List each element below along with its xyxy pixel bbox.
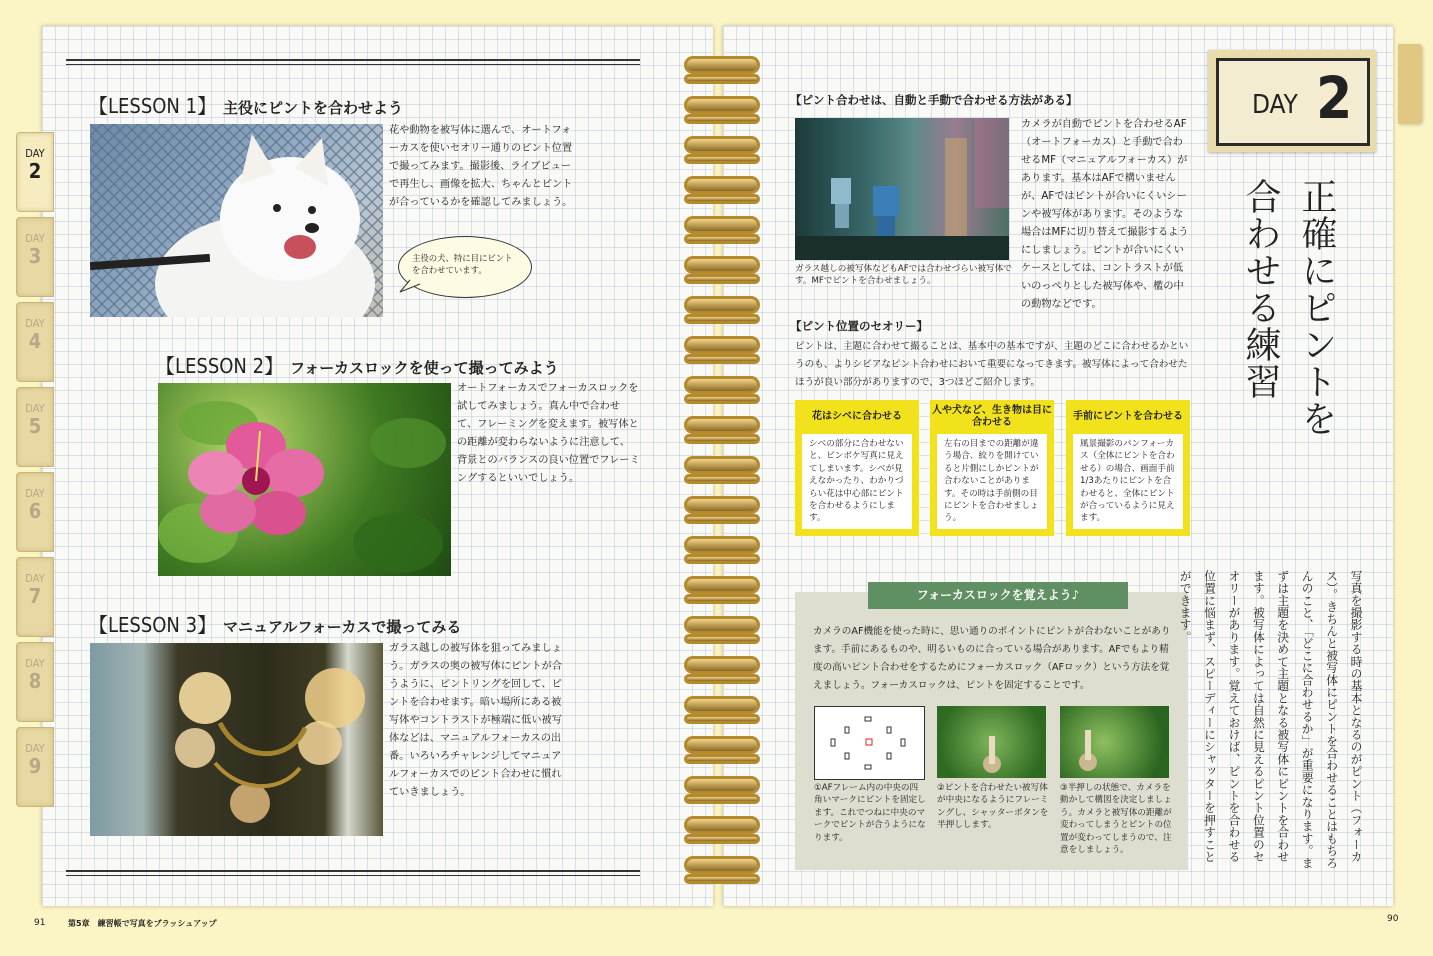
tab-number: 9 <box>28 754 42 778</box>
tab-number: 4 <box>28 329 42 353</box>
focus-lock-body: カメラのAF機能を使った時に、思い通りのポイントにピントが合わないことがあります。手前にあるものや、明るいものに合っている場合があります。AFでもより精度の高いピント合わせをするためにフォーカスロック（AFロック）という方法を覚えましょう。フォーカスロックは、ピントを固定することです。 <box>813 626 1171 691</box>
tip-foreground-body: 風景撮影のパンフォーカス（全体にピントを合わせる）の場合、画面手前1/3あたりにピントを合わせると、全体にピントが合っているように見えます。 <box>1073 434 1183 529</box>
spiral-ring <box>684 576 760 594</box>
hibiscus-illustration <box>158 383 451 576</box>
spiral-ring <box>684 194 760 204</box>
spiral-ring <box>684 416 760 434</box>
bubble-tail <box>398 278 428 294</box>
spiral-ring <box>684 394 760 404</box>
tab-day-6[interactable] <box>16 472 54 552</box>
focus-lock-title: フォーカスロックを覚えよう♪ <box>868 582 1128 609</box>
right-page-number: 90 <box>1387 914 1399 924</box>
spiral-ring <box>684 594 760 604</box>
tab-number: 2 <box>28 159 42 183</box>
spiral-ring <box>684 834 760 844</box>
top-rule <box>66 59 640 61</box>
lesson1-title: 主役にピントを合わせよう <box>223 99 404 117</box>
chandelier-photo <box>90 643 383 836</box>
section1-heading: 【ピント合わせは、自動と手動で合わせる方法がある】 <box>790 93 1078 107</box>
spiral-ring <box>684 56 760 74</box>
section2-body: ピントは、主題に合わせて撮ることは、基本中の基本ですが、主題のどこに合わせるかというのも、よりシビアなピント合わせにおいて重要になってきます。被写体によって合わせたほうが良い部分がありますので、3つほどご紹介します。 <box>795 341 1189 388</box>
section1-body: カメラが自動でピントを合わせるAF（オートフォーカス）と手動で合わせるMF（マニュアルフォーカス）があります。基本はAFで構いませんが、AFではピントが合いにくいシーンや被写体があります。そのような場合はMFに切り替えて撮影するようにしましょう。ピントが合いにくいケースとしては、コントラストが低いのっぺりとした被写体や、檻の中の動物などです。 <box>1021 119 1189 310</box>
right-edge-tab <box>1398 44 1422 124</box>
tip-foreground-title: 手前にピントを合わせる <box>1073 411 1183 422</box>
section1-caption: ガラス越しの被写体などもAFでは合わせづらい被写体です。MFでピントを合わせましょう。 <box>795 264 1012 287</box>
spiral-ring <box>684 816 760 834</box>
spiral-ring <box>684 754 760 764</box>
tab-number: 5 <box>28 414 42 438</box>
lesson3-heading: 【LESSON 3】 マニュアルフォーカスで撮ってみる <box>88 613 462 637</box>
spiral-ring <box>684 456 760 474</box>
spiral-ring <box>684 634 760 644</box>
chapter-label: 第5章 練習帳で写真をブラッシュアップ <box>68 919 217 928</box>
chandelier-illustration <box>90 643 383 836</box>
spiral-ring <box>684 74 760 84</box>
main-title-col2: 合わせる練習 <box>1240 178 1281 400</box>
spiral-ring <box>684 354 760 364</box>
lesson2-body: オートフォーカスでフォーカスロックを試してみましょう。真ん中で合わせて、フレーミングを変えます。被写体との距離が変わらないように注意して、背景とのバランスの良い位置でフレーミングするといいでしょう。 <box>457 383 640 484</box>
spiral-ring <box>684 514 760 524</box>
snail-1-illustration <box>937 706 1046 778</box>
tab-day-5[interactable] <box>16 387 54 467</box>
tip-flower-body: シベの部分に合わせないと、ピンボケ写真に見えてしまいます。シベが見えなかったり、わかりづらい花は中心部にピントを合わせるようにします。 <box>802 434 912 529</box>
spiral-ring <box>684 376 760 394</box>
spiral-ring <box>684 856 760 874</box>
spiral-ring <box>684 776 760 794</box>
tab-label: DAY <box>25 572 45 585</box>
intro-text: 写真を撮影する時の基本となるのがピント（フォーカス）。きちんと被写体にピントを合わせることはもちろんのこと、「どこに合わせるか」が重要になります。まずは主題を決めて主題となる被写体にピントを合わせます。被写体によっては自然に見えるピント位置のセオリーがあります。覚えておけば、ピントを合わせる位置に悩まず、スピーディーにシャッターを押すことができます。 <box>1178 570 1363 870</box>
tip-eyes-title: 人や犬など、生き物は目に合わせる <box>932 405 1052 428</box>
tab-number: 8 <box>28 669 42 693</box>
spiral-ring <box>684 96 760 114</box>
bottom-rule <box>66 870 640 872</box>
tab-day-9[interactable] <box>16 727 54 807</box>
spiral-ring <box>684 314 760 324</box>
tip-box-eyes <box>930 400 1054 536</box>
spiral-ring <box>684 114 760 124</box>
step-3-caption: ③半押しの状態で、カメラを動かして構図を決定しましょう。カメラと被写体の距離が変わってしまうとピントの位置が変わってしまうので、注意をしましょう。 <box>1060 783 1172 856</box>
spiral-ring <box>684 736 760 754</box>
section2-heading: 【ピント位置のセオリー】 <box>790 319 928 333</box>
spiral-ring <box>684 554 760 564</box>
tab-day-3[interactable] <box>16 217 54 297</box>
tab-day-8[interactable] <box>16 642 54 722</box>
spiral-ring <box>684 154 760 164</box>
lesson3-body: ガラス越しの被写体を狙ってみましょう。ガラスの奥の被写体にピントが合うように、ピントリングを回して、ピントを合わせます。暗い場所にある被写体やコントラストが極端に低い被写体などは、マニュアルフォーカスの出番。いろいろチャレンジしてマニュアルフォーカスでのピント合わせに慣れていきましょう。 <box>389 643 562 798</box>
lesson3-title: マニュアルフォーカスで撮ってみる <box>223 618 462 636</box>
spiral-ring <box>684 616 760 634</box>
spiral-ring <box>684 434 760 444</box>
lesson1-heading: 【LESSON 1】 主役にピントを合わせよう <box>88 94 404 118</box>
dog-photo <box>90 124 383 317</box>
tab-label: DAY <box>25 487 45 500</box>
spiral-ring <box>684 536 760 554</box>
tab-day-4[interactable] <box>16 302 54 382</box>
lesson1-bubble-text: 主役の犬、特に目にピントを合わせています。 <box>412 253 513 275</box>
af-points <box>815 707 924 779</box>
dog-illustration <box>90 124 383 317</box>
spiral-ring <box>684 296 760 314</box>
spiral-ring <box>684 474 760 484</box>
lesson1-badge: LESSON 1 <box>108 94 198 118</box>
robot-toys-photo <box>795 118 1009 260</box>
tab-number: 7 <box>28 584 42 608</box>
tab-label: DAY <box>25 402 45 415</box>
step-1-caption: ①AFフレーム内の中央の四角いマークにピントを固定します。これでつねに中央のマークでピントが合うようになります。 <box>814 783 926 843</box>
spiral-ring <box>684 674 760 684</box>
tab-day-7[interactable] <box>16 557 54 637</box>
spiral-ring <box>684 496 760 514</box>
hibiscus-photo <box>158 383 451 576</box>
day-badge-number: 2 <box>1316 64 1353 132</box>
tip-eyes-body: 左右の目までの距離が違う場合、絞りを開けていると片側にしかピントが合わないことがあります。その時は手前側の目にピントを合わせましょう。 <box>937 434 1047 529</box>
snail-photo-2 <box>1060 706 1169 778</box>
spiral-ring <box>684 274 760 284</box>
tab-number: 3 <box>28 244 42 268</box>
left-page-number: 91 <box>34 918 46 928</box>
tab-number: 6 <box>28 499 42 523</box>
lesson1-body: 花や動物を被写体に選んで、オートフォーカスを使いセオリー通りのピント位置で撮ってみます。撮影後、ライブビューで再生し、画像を拡大、ちゃんとピントが合っているかを確認してみましょう。 <box>389 125 573 208</box>
tab-label: DAY <box>25 317 45 330</box>
day-badge <box>1208 50 1376 152</box>
tab-label: DAY <box>25 742 45 755</box>
spiral-ring <box>684 136 760 154</box>
spiral-ring <box>684 794 760 804</box>
spiral-ring <box>684 874 760 884</box>
tab-day-2[interactable] <box>16 132 54 212</box>
spiral-ring <box>684 234 760 244</box>
snail-2-illustration <box>1060 706 1169 778</box>
lesson2-title: フォーカスロックを使って撮ってみよう <box>290 359 559 377</box>
spiral-ring <box>684 656 760 674</box>
spiral-ring <box>684 256 760 274</box>
tab-label: DAY <box>25 147 45 160</box>
tab-label: DAY <box>25 657 45 670</box>
lesson2-heading: 【LESSON 2】 フォーカスロックを使って撮ってみよう <box>155 354 559 378</box>
spiral-ring <box>684 176 760 194</box>
lesson3-badge: LESSON 3 <box>108 613 198 637</box>
spiral-ring <box>684 336 760 354</box>
tab-label: DAY <box>25 232 45 245</box>
tip-box-flower <box>795 400 919 536</box>
step-2-caption: ②ピントを合わせたい被写体が中央になるようにフレーミングし、シャッターボタンを半押しします。 <box>937 783 1049 831</box>
robot-toys-illustration <box>795 118 1009 260</box>
af-frame-diagram <box>814 706 925 780</box>
top-rule-2 <box>66 64 640 65</box>
tip-flower-title: 花はシベに合わせる <box>812 411 902 422</box>
bottom-rule-2 <box>66 875 640 876</box>
tip-box-foreground <box>1066 400 1190 536</box>
spiral-ring <box>684 696 760 714</box>
spiral-ring <box>684 216 760 234</box>
spiral-ring <box>684 714 760 724</box>
day-badge-label: DAY <box>1252 90 1298 120</box>
main-title-col1: 正確にピントを <box>1296 178 1337 437</box>
lesson2-badge: LESSON 2 <box>175 354 265 378</box>
snail-photo-1 <box>937 706 1046 778</box>
